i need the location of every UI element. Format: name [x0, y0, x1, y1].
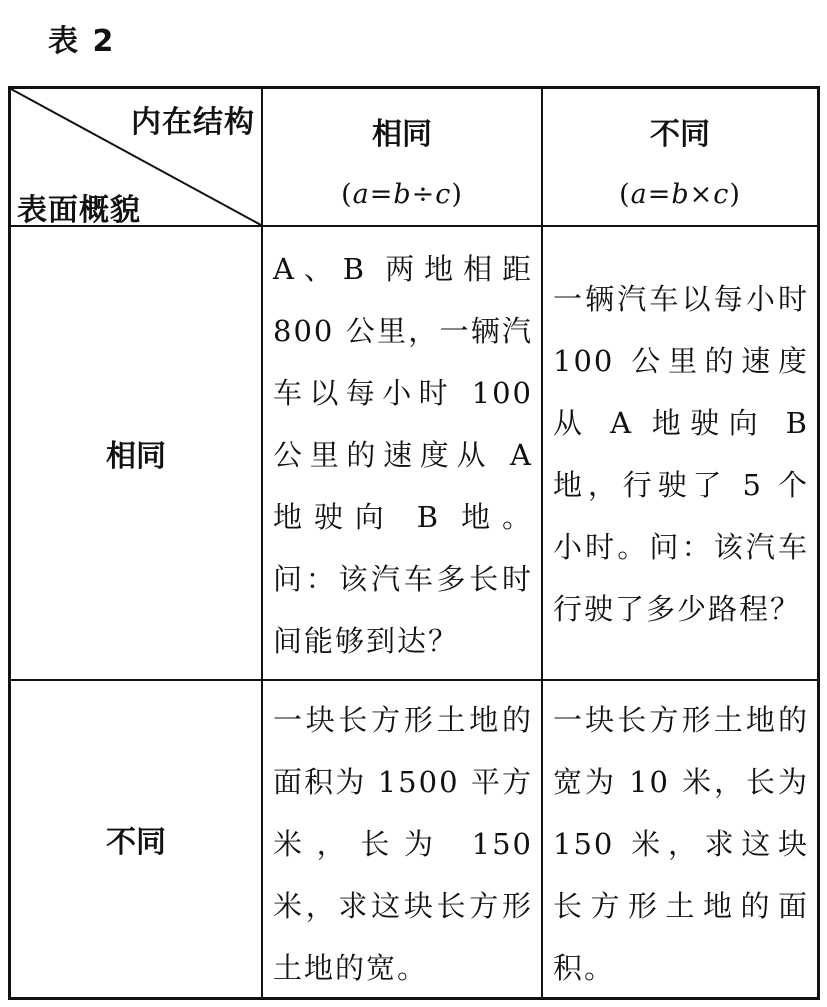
header-diff-structure	[543, 89, 817, 225]
corner-bottom-label: 表面概貌	[17, 193, 141, 228]
header-diff-formula: (a=b×c)	[619, 179, 741, 210]
cell-diff-surface-diff-structure: 一块长方形土地的宽为 10 米，长为 150 米，求这块长方形土地的面积。	[553, 703, 809, 985]
row-label-same-surface: 相同	[106, 439, 166, 474]
table-caption: 表 2	[48, 24, 116, 59]
corner-top-label: 内在结构	[131, 105, 255, 140]
header-same-label: 相同	[372, 117, 432, 152]
comparison-table	[8, 86, 820, 1000]
cell-diff-surface-same-structure: 一块长方形土地的面积为 1500 平方米，长为 150 米，求这块长方形土地的宽。	[273, 703, 533, 985]
header-same-structure	[263, 89, 541, 225]
header-diff-label: 不同	[650, 117, 710, 152]
cell-same-surface-diff-structure: 一辆汽车以每小时 100 公里的速度从 A 地驶向 B 地，行驶了 5 个小时。问：该汽车行驶了多少路程？	[553, 282, 809, 626]
row-label-diff-surface: 不同	[106, 825, 166, 860]
cell-same-surface-same-structure: A、B 两地相距 800 公里，一辆汽车以每小时 100 公里的速度从 A 地驶向 B 地。问：该汽车多长时间能够到达？	[273, 252, 533, 658]
header-same-formula: (a=b÷c)	[341, 179, 463, 210]
